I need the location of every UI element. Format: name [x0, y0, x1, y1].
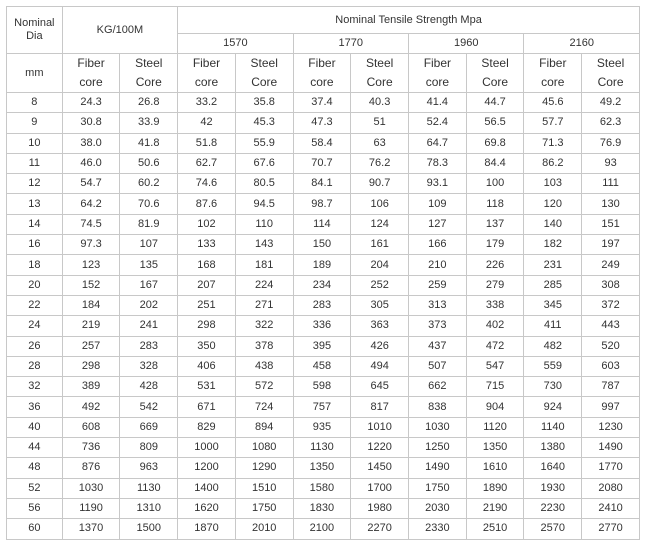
value-cell: 118: [466, 194, 524, 214]
nominal-dia-cell: 11: [7, 153, 63, 173]
value-cell: 2100: [293, 519, 351, 539]
value-cell: 46.0: [62, 153, 120, 173]
value-cell: 1770: [582, 458, 640, 478]
value-cell: 1750: [235, 498, 293, 518]
value-cell: 137: [466, 214, 524, 234]
value-cell: 62.3: [582, 113, 640, 133]
table-row: [7, 438, 640, 458]
value-cell: 166: [409, 235, 467, 255]
value-cell: 787: [582, 377, 640, 397]
value-cell: 1370: [62, 519, 120, 539]
value-cell: 669: [120, 417, 178, 437]
table-row: [7, 235, 640, 255]
value-cell: 45.3: [235, 113, 293, 133]
grade-1570-header: 1570: [178, 34, 293, 54]
value-cell: 308: [582, 275, 640, 295]
grade-1960-header: 1960: [409, 34, 524, 54]
value-cell: 1500: [120, 519, 178, 539]
value-cell: 150: [293, 235, 351, 255]
value-cell: 2770: [582, 519, 640, 539]
value-cell: 252: [351, 275, 409, 295]
value-cell: 1130: [120, 478, 178, 498]
value-cell: 64.2: [62, 194, 120, 214]
value-cell: 2570: [524, 519, 582, 539]
value-cell: 406: [178, 356, 236, 376]
value-cell: 1890: [466, 478, 524, 498]
value-cell: 298: [178, 316, 236, 336]
value-cell: 74.5: [62, 214, 120, 234]
wire-rope-spec-table: [6, 6, 640, 540]
value-cell: 161: [351, 235, 409, 255]
value-cell: 1290: [235, 458, 293, 478]
value-cell: 279: [466, 275, 524, 295]
nominal-dia-cell: 22: [7, 295, 63, 315]
value-cell: 41.4: [409, 93, 467, 113]
value-cell: 70.6: [120, 194, 178, 214]
value-cell: 71.3: [524, 133, 582, 153]
value-cell: 2030: [409, 498, 467, 518]
value-cell: 67.6: [235, 153, 293, 173]
value-cell: 24.3: [62, 93, 120, 113]
value-cell: 37.4: [293, 93, 351, 113]
value-cell: 372: [582, 295, 640, 315]
value-cell: 1000: [178, 438, 236, 458]
value-cell: 271: [235, 295, 293, 315]
steel-core-header: Steel Core: [351, 54, 409, 93]
table-row: [7, 519, 640, 539]
value-cell: 54.7: [62, 174, 120, 194]
value-cell: 143: [235, 235, 293, 255]
value-cell: 876: [62, 458, 120, 478]
value-cell: 1870: [178, 519, 236, 539]
table-row: [7, 417, 640, 437]
value-cell: 41.8: [120, 133, 178, 153]
value-cell: 1930: [524, 478, 582, 498]
value-cell: 736: [62, 438, 120, 458]
value-cell: 26.8: [120, 93, 178, 113]
value-cell: 603: [582, 356, 640, 376]
nominal-dia-cell: 26: [7, 336, 63, 356]
nominal-dia-cell: 9: [7, 113, 63, 133]
value-cell: 224: [235, 275, 293, 295]
value-cell: 313: [409, 295, 467, 315]
header-row-1: [7, 7, 640, 34]
value-cell: 130: [582, 194, 640, 214]
value-cell: 2010: [235, 519, 293, 539]
value-cell: 402: [466, 316, 524, 336]
nominal-dia-cell: 36: [7, 397, 63, 417]
value-cell: 76.9: [582, 133, 640, 153]
value-cell: 219: [62, 316, 120, 336]
value-cell: 608: [62, 417, 120, 437]
value-cell: 74.6: [178, 174, 236, 194]
value-cell: 1700: [351, 478, 409, 498]
value-cell: 997: [582, 397, 640, 417]
fiber-core-header: Fiber core: [293, 54, 351, 93]
value-cell: 44.7: [466, 93, 524, 113]
value-cell: 84.4: [466, 153, 524, 173]
nominal-dia-cell: 44: [7, 438, 63, 458]
value-cell: 598: [293, 377, 351, 397]
value-cell: 152: [62, 275, 120, 295]
value-cell: 443: [582, 316, 640, 336]
table-row: [7, 194, 640, 214]
nominal-dia-cell: 56: [7, 498, 63, 518]
value-cell: 1350: [293, 458, 351, 478]
value-cell: 234: [293, 275, 351, 295]
value-cell: 110: [235, 214, 293, 234]
nominal-dia-cell: 28: [7, 356, 63, 376]
table-row: [7, 498, 640, 518]
value-cell: 494: [351, 356, 409, 376]
fiber-core-header: Fiber core: [62, 54, 120, 93]
value-cell: 1220: [351, 438, 409, 458]
value-cell: 547: [466, 356, 524, 376]
table-row: [7, 397, 640, 417]
value-cell: 33.9: [120, 113, 178, 133]
value-cell: 838: [409, 397, 467, 417]
value-cell: 894: [235, 417, 293, 437]
value-cell: 179: [466, 235, 524, 255]
value-cell: 1030: [62, 478, 120, 498]
table-row: [7, 174, 640, 194]
value-cell: 111: [582, 174, 640, 194]
value-cell: 114: [293, 214, 351, 234]
nominal-dia-cell: 52: [7, 478, 63, 498]
value-cell: 78.3: [409, 153, 467, 173]
table-row: [7, 295, 640, 315]
value-cell: 210: [409, 255, 467, 275]
value-cell: 167: [120, 275, 178, 295]
value-cell: 124: [351, 214, 409, 234]
value-cell: 411: [524, 316, 582, 336]
value-cell: 63: [351, 133, 409, 153]
value-cell: 249: [582, 255, 640, 275]
table-row: [7, 93, 640, 113]
value-cell: 207: [178, 275, 236, 295]
value-cell: 809: [120, 438, 178, 458]
value-cell: 1120: [466, 417, 524, 437]
value-cell: 2270: [351, 519, 409, 539]
value-cell: 438: [235, 356, 293, 376]
value-cell: 322: [235, 316, 293, 336]
value-cell: 168: [178, 255, 236, 275]
value-cell: 1350: [466, 438, 524, 458]
fiber-core-header: Fiber core: [178, 54, 236, 93]
nominal-dia-cell: 60: [7, 519, 63, 539]
value-cell: 133: [178, 235, 236, 255]
table-row: [7, 458, 640, 478]
nominal-dia-cell: 16: [7, 235, 63, 255]
value-cell: 181: [235, 255, 293, 275]
value-cell: 45.6: [524, 93, 582, 113]
grade-1770-header: 1770: [293, 34, 408, 54]
value-cell: 963: [120, 458, 178, 478]
nominal-dia-cell: 10: [7, 133, 63, 153]
value-cell: 507: [409, 356, 467, 376]
value-cell: 120: [524, 194, 582, 214]
table-row: [7, 377, 640, 397]
value-cell: 94.5: [235, 194, 293, 214]
value-cell: 69.8: [466, 133, 524, 153]
value-cell: 251: [178, 295, 236, 315]
nominal-dia-cell: 18: [7, 255, 63, 275]
value-cell: 241: [120, 316, 178, 336]
value-cell: 62.7: [178, 153, 236, 173]
value-cell: 55.9: [235, 133, 293, 153]
value-cell: 426: [351, 336, 409, 356]
nominal-dia-cell: 40: [7, 417, 63, 437]
value-cell: 935: [293, 417, 351, 437]
table-row: [7, 153, 640, 173]
value-cell: 103: [524, 174, 582, 194]
value-cell: 373: [409, 316, 467, 336]
value-cell: 1750: [409, 478, 467, 498]
steel-core-header: Steel Core: [466, 54, 524, 93]
value-cell: 80.5: [235, 174, 293, 194]
value-cell: 151: [582, 214, 640, 234]
value-cell: 140: [524, 214, 582, 234]
value-cell: 520: [582, 336, 640, 356]
unit-mm-header: mm: [7, 54, 63, 93]
value-cell: 345: [524, 295, 582, 315]
value-cell: 1510: [235, 478, 293, 498]
value-cell: 93.1: [409, 174, 467, 194]
nominal-dia-cell: 32: [7, 377, 63, 397]
grade-2160-header: 2160: [524, 34, 640, 54]
table-row: [7, 356, 640, 376]
value-cell: 259: [409, 275, 467, 295]
value-cell: 84.1: [293, 174, 351, 194]
value-cell: 1580: [293, 478, 351, 498]
value-cell: 492: [62, 397, 120, 417]
value-cell: 49.2: [582, 93, 640, 113]
value-cell: 924: [524, 397, 582, 417]
nominal-dia-cell: 48: [7, 458, 63, 478]
value-cell: 51: [351, 113, 409, 133]
value-cell: 1310: [120, 498, 178, 518]
table-row: [7, 316, 640, 336]
value-cell: 109: [409, 194, 467, 214]
value-cell: 38.0: [62, 133, 120, 153]
value-cell: 1080: [235, 438, 293, 458]
value-cell: 1230: [582, 417, 640, 437]
value-cell: 81.9: [120, 214, 178, 234]
value-cell: 283: [293, 295, 351, 315]
value-cell: 226: [466, 255, 524, 275]
value-cell: 724: [235, 397, 293, 417]
table-row: [7, 214, 640, 234]
value-cell: 305: [351, 295, 409, 315]
header-row-3: [7, 54, 640, 93]
value-cell: 378: [235, 336, 293, 356]
value-cell: 1620: [178, 498, 236, 518]
value-cell: 42: [178, 113, 236, 133]
value-cell: 542: [120, 397, 178, 417]
nominal-dia-cell: 13: [7, 194, 63, 214]
value-cell: 102: [178, 214, 236, 234]
value-cell: 572: [235, 377, 293, 397]
value-cell: 87.6: [178, 194, 236, 214]
table-row: [7, 113, 640, 133]
value-cell: 35.8: [235, 93, 293, 113]
value-cell: 58.4: [293, 133, 351, 153]
value-cell: 93: [582, 153, 640, 173]
value-cell: 57.7: [524, 113, 582, 133]
value-cell: 1200: [178, 458, 236, 478]
value-cell: 817: [351, 397, 409, 417]
value-cell: 90.7: [351, 174, 409, 194]
value-cell: 64.7: [409, 133, 467, 153]
value-cell: 559: [524, 356, 582, 376]
steel-core-header: Steel Core: [235, 54, 293, 93]
value-cell: 135: [120, 255, 178, 275]
value-cell: 127: [409, 214, 467, 234]
value-cell: 829: [178, 417, 236, 437]
value-cell: 671: [178, 397, 236, 417]
value-cell: 51.8: [178, 133, 236, 153]
value-cell: 184: [62, 295, 120, 315]
value-cell: 1010: [351, 417, 409, 437]
value-cell: 757: [293, 397, 351, 417]
table-row: [7, 133, 640, 153]
value-cell: 730: [524, 377, 582, 397]
value-cell: 338: [466, 295, 524, 315]
kg-per-100m-header: KG/100M: [62, 7, 177, 54]
value-cell: 197: [582, 235, 640, 255]
value-cell: 2410: [582, 498, 640, 518]
value-cell: 285: [524, 275, 582, 295]
value-cell: 437: [409, 336, 467, 356]
value-cell: 76.2: [351, 153, 409, 173]
value-cell: 123: [62, 255, 120, 275]
value-cell: 531: [178, 377, 236, 397]
value-cell: 40.3: [351, 93, 409, 113]
value-cell: 363: [351, 316, 409, 336]
value-cell: 107: [120, 235, 178, 255]
value-cell: 33.2: [178, 93, 236, 113]
value-cell: 1250: [409, 438, 467, 458]
value-cell: 1490: [582, 438, 640, 458]
value-cell: 100: [466, 174, 524, 194]
nominal-dia-cell: 14: [7, 214, 63, 234]
value-cell: 904: [466, 397, 524, 417]
value-cell: 1030: [409, 417, 467, 437]
value-cell: 1490: [409, 458, 467, 478]
value-cell: 1450: [351, 458, 409, 478]
value-cell: 204: [351, 255, 409, 275]
value-cell: 428: [120, 377, 178, 397]
value-cell: 336: [293, 316, 351, 336]
table-row: [7, 336, 640, 356]
value-cell: 1400: [178, 478, 236, 498]
value-cell: 257: [62, 336, 120, 356]
value-cell: 482: [524, 336, 582, 356]
value-cell: 86.2: [524, 153, 582, 173]
value-cell: 283: [120, 336, 178, 356]
value-cell: 1190: [62, 498, 120, 518]
value-cell: 30.8: [62, 113, 120, 133]
table-row: [7, 255, 640, 275]
value-cell: 2330: [409, 519, 467, 539]
nominal-dia-cell: 8: [7, 93, 63, 113]
value-cell: 1130: [293, 438, 351, 458]
steel-core-header: Steel Core: [582, 54, 640, 93]
value-cell: 98.7: [293, 194, 351, 214]
value-cell: 328: [120, 356, 178, 376]
value-cell: 60.2: [120, 174, 178, 194]
value-cell: 2080: [582, 478, 640, 498]
value-cell: 645: [351, 377, 409, 397]
value-cell: 2230: [524, 498, 582, 518]
value-cell: 472: [466, 336, 524, 356]
value-cell: 715: [466, 377, 524, 397]
value-cell: 52.4: [409, 113, 467, 133]
nominal-dia-cell: 12: [7, 174, 63, 194]
nominal-dia-cell: 24: [7, 316, 63, 336]
value-cell: 350: [178, 336, 236, 356]
fiber-core-header: Fiber core: [524, 54, 582, 93]
value-cell: 2510: [466, 519, 524, 539]
value-cell: 1830: [293, 498, 351, 518]
value-cell: 1640: [524, 458, 582, 478]
value-cell: 202: [120, 295, 178, 315]
fiber-core-header: Fiber core: [409, 54, 467, 93]
value-cell: 182: [524, 235, 582, 255]
value-cell: 47.3: [293, 113, 351, 133]
value-cell: 389: [62, 377, 120, 397]
nominal-dia-header: Nominal Dia: [7, 7, 63, 54]
table-row: [7, 478, 640, 498]
tensile-strength-header: Nominal Tensile Strength Mpa: [178, 7, 640, 34]
value-cell: 1140: [524, 417, 582, 437]
value-cell: 1980: [351, 498, 409, 518]
value-cell: 50.6: [120, 153, 178, 173]
value-cell: 106: [351, 194, 409, 214]
steel-core-header: Steel Core: [120, 54, 178, 93]
value-cell: 56.5: [466, 113, 524, 133]
value-cell: 395: [293, 336, 351, 356]
value-cell: 189: [293, 255, 351, 275]
value-cell: 662: [409, 377, 467, 397]
value-cell: 1380: [524, 438, 582, 458]
table-row: [7, 275, 640, 295]
value-cell: 97.3: [62, 235, 120, 255]
value-cell: 2190: [466, 498, 524, 518]
value-cell: 458: [293, 356, 351, 376]
value-cell: 231: [524, 255, 582, 275]
value-cell: 1610: [466, 458, 524, 478]
nominal-dia-cell: 20: [7, 275, 63, 295]
value-cell: 70.7: [293, 153, 351, 173]
value-cell: 298: [62, 356, 120, 376]
